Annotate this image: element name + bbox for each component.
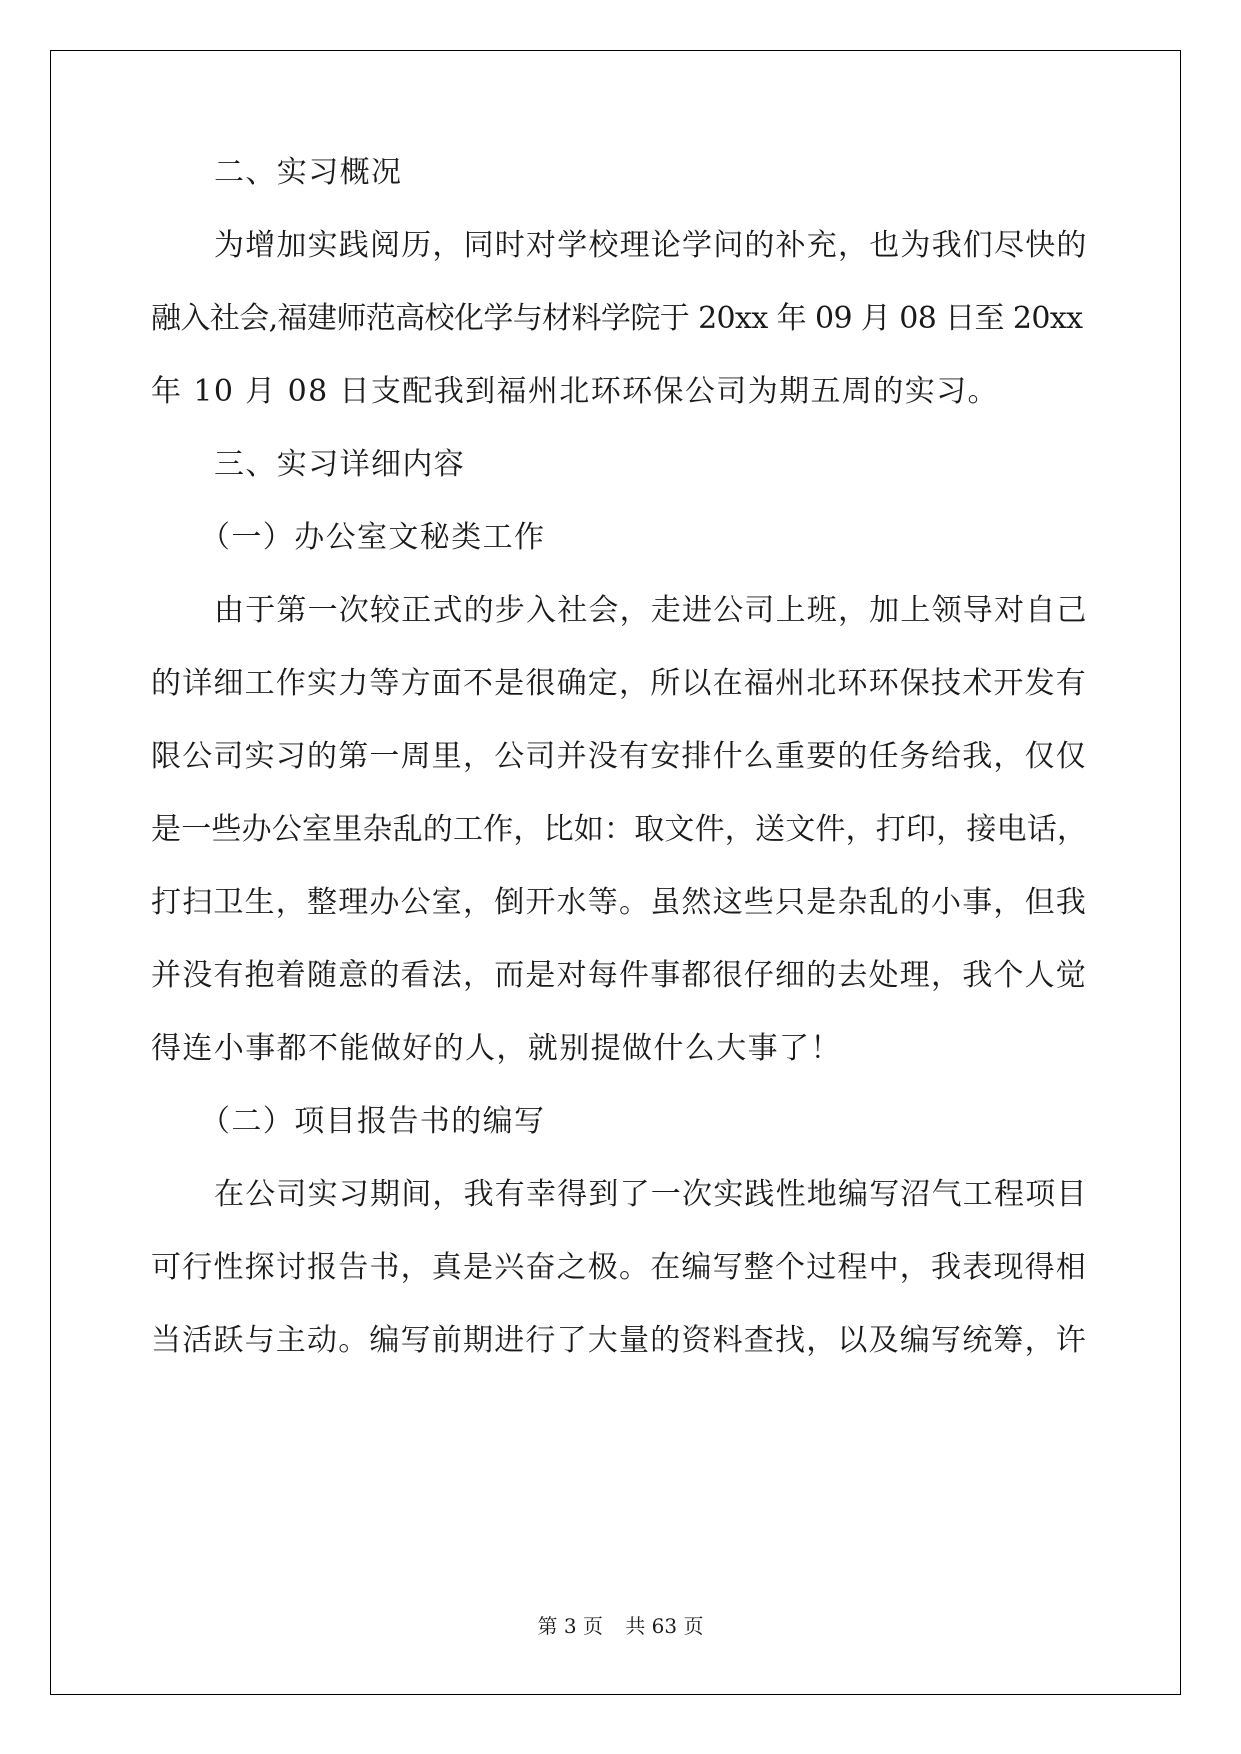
page-number: 第 3 页 bbox=[537, 1614, 603, 1638]
paragraph-line: 年 10 月 08 日支配我到福州北环环保公司为期五周的实习。 bbox=[151, 374, 999, 409]
section-heading-details: 三、实习详细内容 bbox=[214, 447, 466, 482]
section-heading-overview: 二、实习概况 bbox=[214, 155, 403, 190]
subsection-heading-report-writing: （二）项目报告书的编写 bbox=[200, 1104, 546, 1139]
paragraph-line: 融入社会,福建师范高校化学与材料学院于 20xx 年 09 月 08 日至 20xx bbox=[151, 301, 1083, 336]
paragraph-line: 的详细工作实力等方面不是很确定，所以在福州北环环保技术开发有 bbox=[151, 666, 1087, 701]
paragraph-line: 限公司实习的第一周里，公司并没有安排什么重要的任务给我，仅仅 bbox=[151, 739, 1087, 774]
paragraph-line: 由于第一次较正式的步入社会，走进公司上班，加上领导对自己 bbox=[214, 593, 1088, 628]
paragraph-line: 在公司实习期间，我有幸得到了一次实践性地编写沼气工程项目 bbox=[214, 1177, 1088, 1212]
paragraph-line: 当活跃与主动。编写前期进行了大量的资料查找，以及编写统筹，许 bbox=[151, 1323, 1087, 1358]
page-footer bbox=[0, 1614, 1241, 1638]
page-total: 共 63 页 bbox=[625, 1614, 704, 1638]
page-border bbox=[50, 50, 1181, 1695]
subsection-heading-office-work: （一）办公室文秘类工作 bbox=[200, 520, 546, 555]
paragraph-line: 打扫卫生，整理办公室，倒开水等。虽然这些只是杂乱的小事，但我 bbox=[151, 885, 1087, 920]
paragraph-line: 是一些办公室里杂乱的工作，比如：取文件，送文件，打印，接电话， bbox=[151, 812, 1088, 847]
paragraph-line: 得连小事都不能做好的人，就别提做什么大事了！ bbox=[151, 1031, 842, 1066]
paragraph-line: 可行性探讨报告书，真是兴奋之极。在编写整个过程中，我表现得相 bbox=[151, 1250, 1087, 1285]
paragraph-line: 并没有抱着随意的看法，而是对每件事都很仔细的去处理，我个人觉 bbox=[151, 958, 1087, 993]
paragraph-line: 为增加实践阅历，同时对学校理论学问的补充，也为我们尽快的 bbox=[214, 228, 1088, 263]
